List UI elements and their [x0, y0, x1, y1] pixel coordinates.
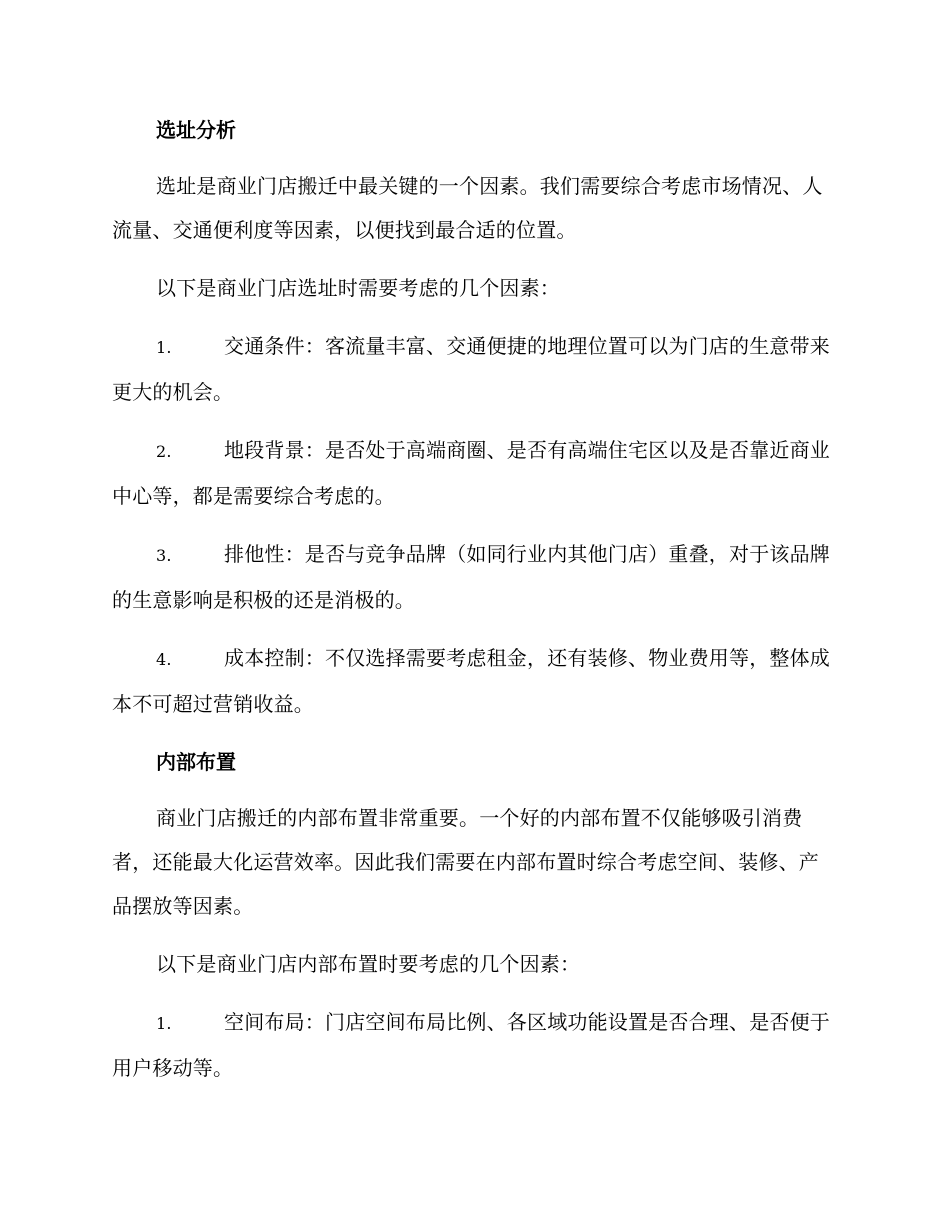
list-item-number: 1.	[156, 1014, 172, 1033]
list-item-number: 2.	[156, 442, 172, 461]
paragraph-site-selection-lead: 以下是商业门店选址时需要考虑的几个因素：	[156, 276, 560, 300]
list-item-text: 排他性：是否与竞争品牌（如同行业内其他门店）重叠，对于该品牌的生意影响是积极的还是消极的。	[112, 542, 830, 612]
list-item-text: 空间布局：门店空间布局比例、各区域功能设置是否合理、是否便于用户移动等。	[112, 1010, 830, 1080]
section-heading-site-selection: 选址分析	[156, 118, 236, 142]
paragraph-site-selection-intro: 选址是商业门店搬迁中最关键的一个因素。我们需要综合考虑市场情况、人流量、交通便利度等因素，以便找到最合适的位置。	[112, 174, 823, 242]
list-item-text: 成本控制：不仅选择需要考虑租金，还有装修、物业费用等，整体成本不可超过营销收益。	[112, 646, 830, 716]
list-item-text: 地段背景：是否处于高端商圈、是否有高端住宅区以及是否靠近商业中心等，都是需要综合考虑的。	[112, 438, 830, 508]
list-item-number: 3.	[156, 546, 172, 565]
list-item-text: 交通条件：客流量丰富、交通便捷的地理位置可以为门店的生意带来更大的机会。	[112, 334, 830, 404]
list-item	[112, 428, 834, 518]
list-item-number: 1.	[156, 338, 172, 357]
paragraph-interior-layout-lead: 以下是商业门店内部布置时要考虑的几个因素：	[156, 952, 581, 976]
paragraph-interior-layout-intro: 商业门店搬迁的内部布置非常重要。一个好的内部布置不仅能够吸引消费者，还能最大化运营效率。因此我们需要在内部布置时综合考虑空间、装修、产品摆放等因素。	[112, 806, 819, 918]
list-item-number: 4.	[156, 650, 172, 669]
list-item	[112, 636, 834, 726]
list-item	[112, 532, 834, 622]
list-item	[112, 1000, 834, 1090]
list-item	[112, 324, 834, 414]
section-heading-interior-layout: 内部布置	[156, 750, 236, 774]
document-body	[112, 108, 834, 1104]
